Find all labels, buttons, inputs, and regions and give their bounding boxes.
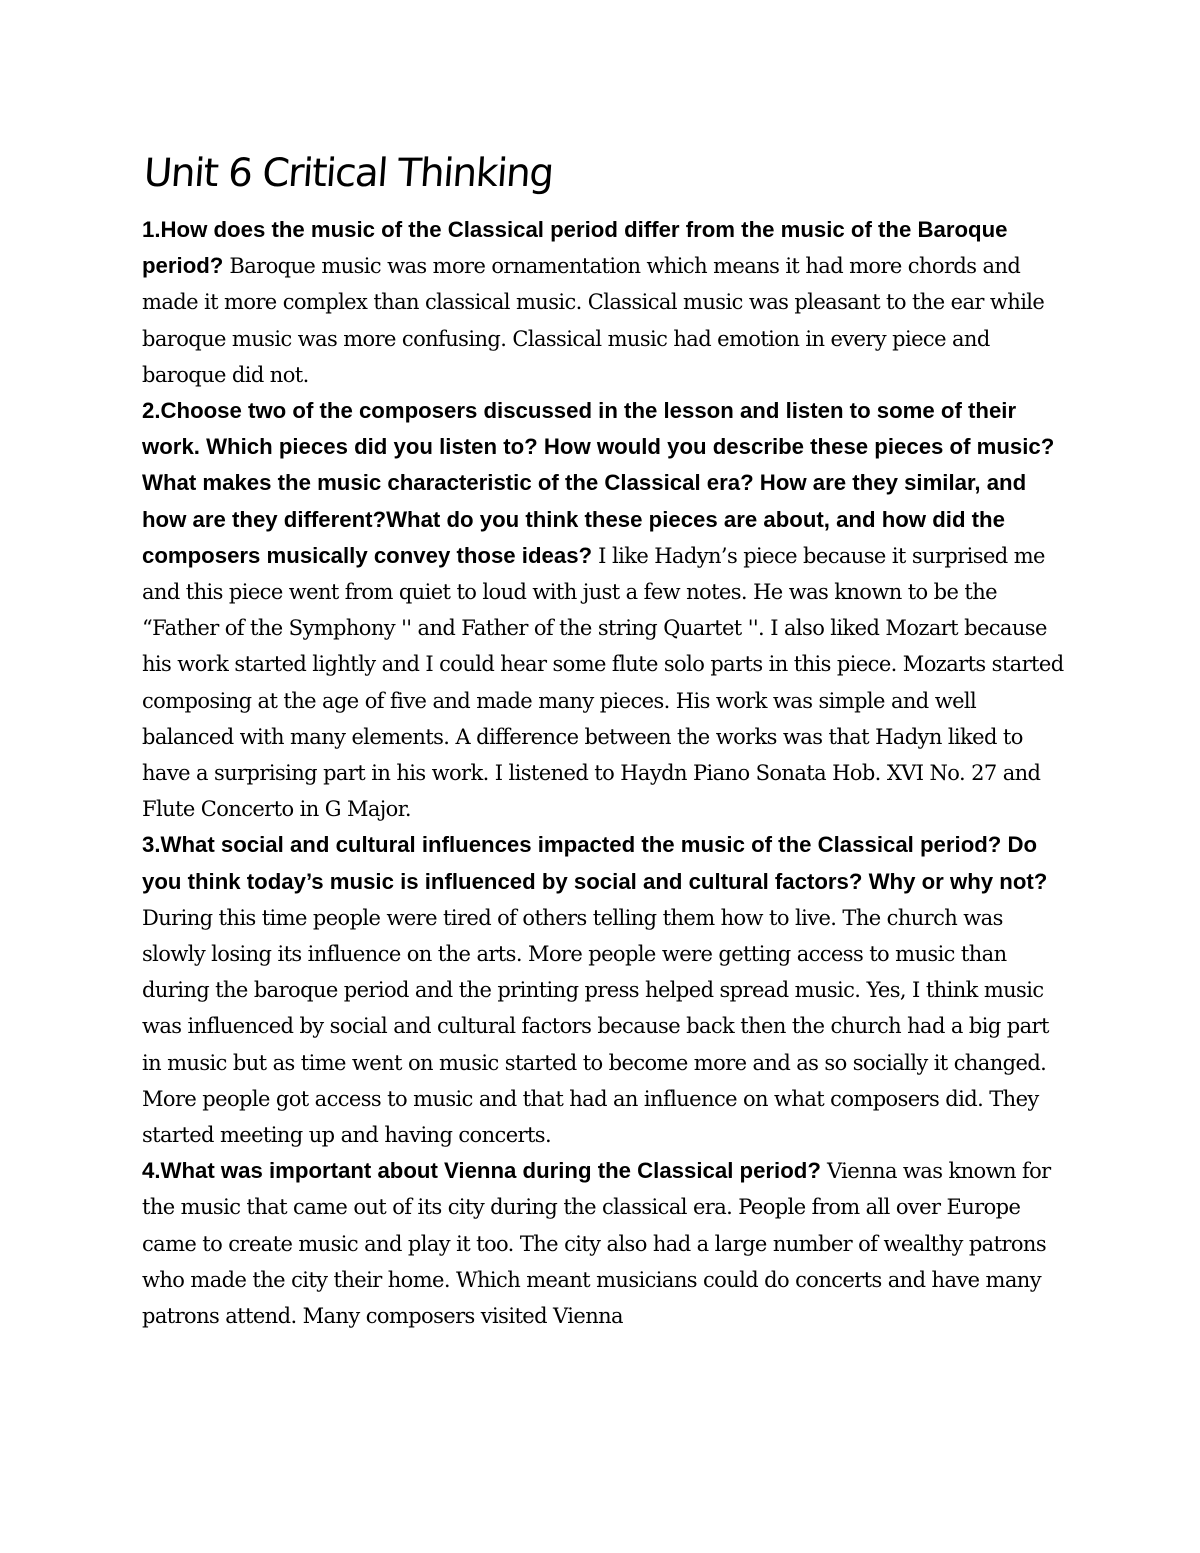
- answer-4: Vienna was known for the music that came out of its city during the classical era. People from all over Europe came to create music and play it too. The city also had a large number of wealthy patrons who made the city their home. Which meant musicians could do concerts and have many patrons attend. Many composers visited Vienna: [142, 1159, 1051, 1329]
- document-title: Unit 6 Critical Thinking: [142, 151, 555, 196]
- answer-2: I like Hadyn’s piece because it surprised me and this piece went from quiet to loud with just a few notes. He was known to be the “Father of the Symphony '' and Father of the string Quartet ''. I also liked Mozart because his work started lightly and I could hear some flute solo parts in this piece. Mozarts started composing at the age of five and made many pieces. His work was simple and well balanced with many elements. A difference between the works was that Hadyn liked to have a surprising part in his work. I listened to Haydn Piano Sonata Hob. XVI No. 27 and Flute Concerto in G Major.: [142, 543, 1064, 822]
- question-3: 3.What social and cultural influences impacted the music of the Classical period? Do you think today’s music is influenced by social and cultural factors? Why or why not?: [142, 832, 1048, 894]
- question-2: 2.Choose two of the composers discussed in the lesson and listen to some of their work. Which pieces did you listen to? How would you describe these pieces of music? What makes the music characteristic of the Classical era? How are they similar, and how are they different?What do you think these pieces are about, and how did the composers musically convey those ideas?: [142, 398, 1055, 568]
- document-page: [142, 148, 1067, 1334]
- answer-1: Baroque music was more ornamentation which means it had more chords and made it more complex than classical music. Classical music was pleasant to the ear while baroque music was more confusing. Classical music had emotion in every piece and baroque did not.: [142, 254, 1045, 387]
- qa-item-1: [142, 212, 1067, 393]
- question-1: 1.How does the music of the Classical period differ from the music of the Baroque period?: [142, 217, 1008, 279]
- qa-item-4: [142, 1153, 1067, 1334]
- qa-item-3: [142, 827, 1067, 1153]
- question-4: 4.What was important about Vienna during the Classical period?: [142, 1158, 821, 1184]
- qa-item-2: [142, 393, 1067, 827]
- answer-3: During this time people were tired of others telling them how to live. The church was slowly losing its influence on the arts. More people were getting access to music than during the baroque period and the printing press helped spread music. Yes, I think music was influenced by social and cultural factors because back then the church had a big part in music but as time went on music started to become more and as so socially it changed. More people got access to music and that had an influence on what composers did. They started meeting up and having concerts.: [142, 905, 1049, 1148]
